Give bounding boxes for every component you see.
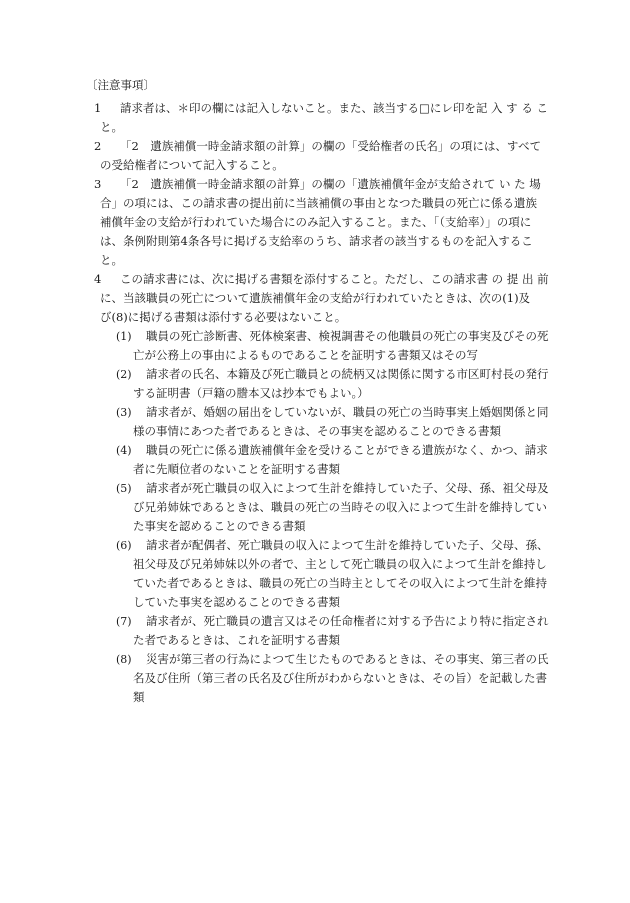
note-line: は、条例附則第4条各号に掲げる支給率のうち、請求者の該当するものを記入するこ	[100, 234, 533, 248]
sub-item-line: 亡が公務上の事由によるものであることを証明する書類又はその写	[133, 348, 478, 362]
sub-item-5	[116, 479, 549, 536]
sub-item-line: 請求者の氏名、本籍及び死亡職員との続柄又は関係に関する市区町村長の発行	[146, 367, 549, 381]
note-line: と。	[100, 253, 123, 267]
sub-item-3	[116, 403, 549, 441]
note-number: 1	[94, 101, 102, 115]
sub-item-line: 様の事情にあつた者であるときは、その事実を認めることのできる書類	[133, 424, 501, 438]
note-line: に、当該職員の死亡について遺族補償年金の支給が行われていたときは、次の(1)及	[100, 291, 531, 305]
sub-item-number: (7)	[116, 615, 132, 628]
sub-item-8	[116, 650, 549, 707]
note-line: と。	[100, 120, 123, 134]
sub-item-6	[116, 536, 549, 612]
note-item-4	[94, 270, 554, 327]
sub-item-line: 名及び住所（第三者の氏名及び住所がわからないときは、その旨）を記載した書	[133, 671, 547, 685]
sub-item-line: 請求者が死亡職員の収入によつて生計を維持していた子、父母、孫、祖父母及	[146, 481, 549, 495]
note-number: 2	[94, 139, 102, 153]
sub-item-line: 職員の死亡に係る遺族補償年金を受けることができる遺族がなく、かつ、請求	[146, 443, 548, 457]
sub-item-number: (5)	[116, 482, 132, 495]
sub-item-line: していた事実を認めることのできる書類	[133, 595, 340, 609]
sub-item-line: 請求者が、婚姻の届出をしていないが、職員の死亡の当時事実上婚姻関係と同	[146, 405, 549, 419]
note-line: この請求書には、次に掲げる書類を添付すること。ただし、この請求書 の 提 出 前	[120, 272, 549, 286]
sub-item-line: た者であるときは、これを証明する書類	[133, 633, 340, 647]
sub-item-4	[116, 441, 546, 479]
note-item-3	[94, 175, 554, 270]
sub-item-number: (8)	[116, 653, 132, 666]
sub-item-line: 職員の死亡診断書、死体検案書、検視調書その他職員の死亡の事実及びその死	[146, 329, 549, 343]
sub-item-number: (4)	[116, 444, 132, 457]
sub-item-line: 者に先順位者のないことを証明する書類	[133, 462, 340, 476]
sub-item-line: 請求者が配偶者、死亡職員の収入によつて生計を維持していた子、父母、孫、	[146, 538, 549, 552]
sub-item-2	[116, 365, 549, 403]
sub-item-line: び兄弟姉妹であるときは、職員の死亡の当時その収入によつて生計を維持してい	[133, 500, 547, 514]
note-line: の受給権者について記入すること。	[100, 158, 284, 172]
note-line: 「2 遺族補償一時金請求額の計算」の欄の「受給権者の氏名」の項には、すべて	[120, 139, 542, 153]
sub-item-line: 祖父母及び兄弟姉妹以外の者で、主として死亡職員の収入によつて生計を維持し	[133, 557, 547, 571]
note-number: 4	[94, 272, 102, 286]
notes-heading: 〔注意事項〕	[86, 78, 155, 92]
note-item-1	[94, 99, 554, 137]
sub-item-line: た事実を認めることのできる書類	[133, 519, 306, 533]
note-item-2	[94, 137, 554, 175]
note-line: 補償年金の支給が行われていた場合にのみ記入すること。また、「（支給率）」の項に	[100, 215, 532, 229]
sub-item-7	[116, 612, 549, 650]
sub-item-number: (1)	[116, 330, 132, 343]
note-line: 「2 遺族補償一時金請求額の計算」の欄の「遺族補償年金が支給されて い た 場	[120, 177, 541, 191]
sub-item-line: する証明書（戸籍の謄本又は抄本でもよい。）	[133, 386, 369, 400]
sub-item-line: ていた者であるときは、職員の死亡の当時主としてその収入によつて生計を維持	[133, 576, 547, 590]
note-line: び(8)に掲げる書類は添付する必要はないこと。	[100, 310, 347, 324]
sub-item-1	[116, 327, 549, 365]
sub-item-number: (6)	[116, 539, 132, 552]
note-line: 合」の項には、この請求書の提出前に当該補償の事由となつた職員の死亡に係る遺族	[100, 196, 537, 210]
sub-item-number: (2)	[116, 368, 132, 381]
sub-item-line: 類	[133, 690, 145, 704]
sub-item-line: 災害が第三者の行為によつて生じたものであるときは、その事実、第三者の氏	[146, 652, 549, 666]
note-line: 請求者は、＊印の欄には記入しないこと。また、該当する□にレ印を記 入 す る こ	[120, 101, 548, 115]
note-number: 3	[94, 177, 102, 191]
sub-item-line: 請求者が、死亡職員の遺言又はその任命権者に対する予告により特に指定され	[146, 614, 549, 628]
sub-item-number: (3)	[116, 406, 132, 419]
